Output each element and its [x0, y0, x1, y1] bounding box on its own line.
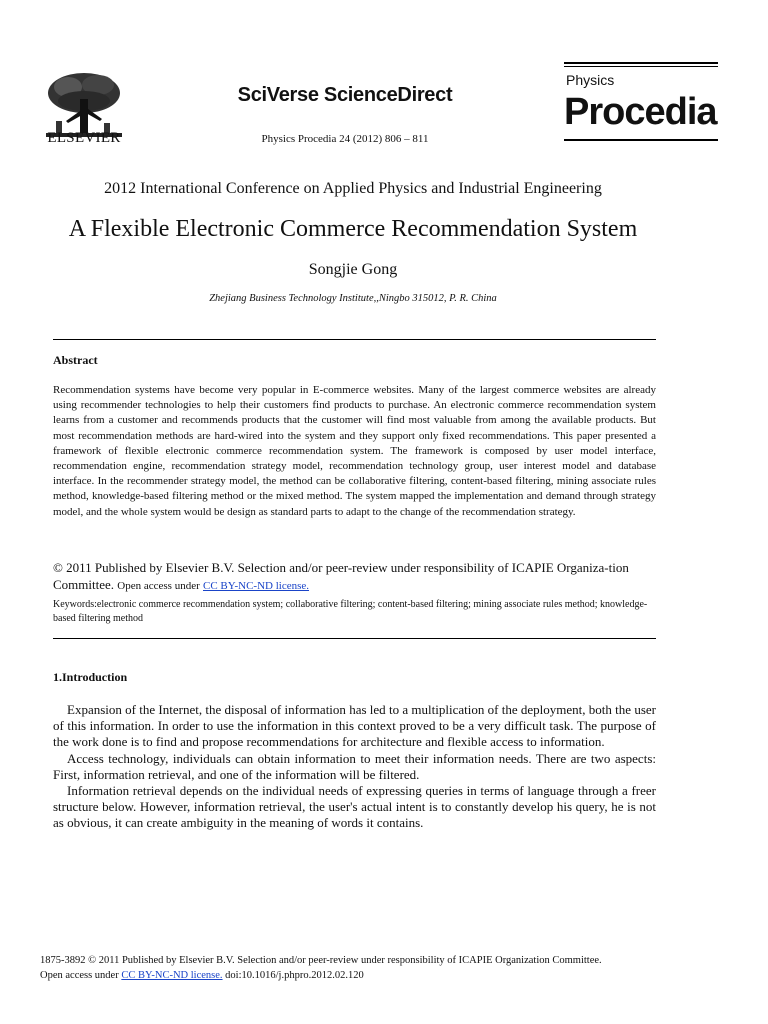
journal-reference: Physics Procedia 24 (2012) 806 – 811 — [261, 133, 429, 145]
page-footer — [40, 953, 700, 983]
paper-title: A Flexible Electronic Commerce Recommendation System — [68, 216, 638, 242]
journal-logo-rule — [564, 139, 718, 141]
journal-logo-rule — [564, 62, 718, 64]
section-divider — [53, 339, 656, 340]
footer-access-line — [40, 968, 700, 983]
author-affiliation: Zhejiang Business Technology Institute,,Ningbo 315012, P. R. China — [209, 293, 497, 304]
platform-name: SciVerse ScienceDirect — [237, 84, 453, 106]
intro-paragraph: Access technology, individuals can obtain information to meet their information needs. There are two aspects: First, information retrieval, and one of the information will be filtered. — [53, 750, 656, 782]
open-access-label: Open access under — [117, 580, 200, 592]
conference-name: 2012 International Conference on Applied Physics and Industrial Engineering — [104, 180, 602, 197]
journal-logo-rule — [564, 66, 718, 67]
footer-open-access-label: Open access under — [40, 970, 119, 981]
copyright-notice — [53, 559, 656, 595]
section-divider — [53, 638, 656, 639]
intro-paragraph: Expansion of the Internet, the disposal of information has led to a multiplication of the deployment, both the user of this information. In order to use the information in this context proved to be a very difficult task. The purpose of the work done is to find and propose recommendations for architecture and flexible access to information. — [53, 702, 656, 750]
copyright-text: © 2011 Published by Elsevier B.V. Selection and/or peer-review under responsibility of ICAPIE Organiza-tion Committee. — [53, 560, 629, 592]
elsevier-wordmark: ELSEVIER — [47, 130, 121, 146]
introduction-heading: 1.Introduction — [53, 670, 128, 684]
author-name: Songjie Gong — [308, 261, 398, 278]
intro-paragraph: Information retrieval depends on the individual needs of expressing queries in terms of language through a freer structure below. However, information retrieval, the user's actual intent is to constantly develop his query, he is not as obvious, it can create ambiguity in the meaning of words it contains. — [53, 783, 656, 831]
footer-copyright: 1875-3892 © 2011 Published by Elsevier B.V. Selection and/or peer-review under responsibility of ICAPIE Organization Committee. — [40, 955, 602, 966]
license-link[interactable]: CC BY-NC-ND license. — [203, 580, 310, 592]
introduction-body — [53, 702, 656, 832]
abstract-body: Recommendation systems have become very popular in E-commerce websites. Many of the largest commerce websites are already using recommender technologies to help their customers find products to purchase. An electronic commerce recommendation system learns from a customer and recommends products that the customer will find most valuable from among the available products. But most recommendation methods are hard-wired into the system and they support only fixed recommendations. This paper presented a framework of flexible electronic commerce recommendation system. The framework is composed by user model interface, recommendation engine, recommendation strategy model, recommendation technology group, user interest model and database interface. In the recommender strategy model, the method can be collaborative filtering, content-based filtering, mining associate rules method, knowledge-based filtering method or the mixed method. The system mapped the implementation and demand through strategy model, and the whole system would be design as standard parts to adapt to the change of the recommendation strategy. — [53, 384, 656, 518]
abstract-heading: Abstract — [53, 353, 98, 367]
footer-doi: doi:10.1016/j.phpro.2012.02.120 — [225, 970, 364, 981]
footer-license-link[interactable]: CC BY-NC-ND license. — [121, 970, 223, 981]
journal-logo-subject: Physics — [566, 72, 615, 88]
journal-logo-wordmark: Procedia — [564, 91, 717, 133]
keywords: Keywords:electronic commerce recommendation system; collaborative filtering; content-based filtering; mining associate rules method; knowledge-based filtering method — [53, 599, 648, 624]
